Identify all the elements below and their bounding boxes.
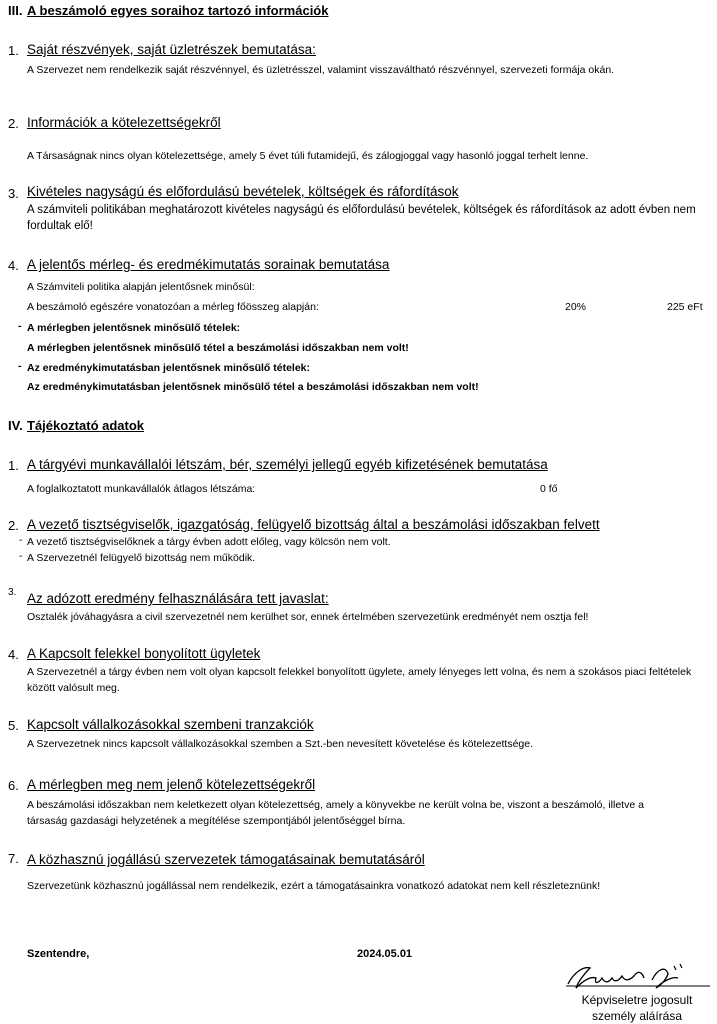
section-title: Tájékoztató adatok xyxy=(27,418,145,433)
item-number: 3. xyxy=(8,186,19,201)
item-title: Saját részvények, saját üzletrészek bemutatása: xyxy=(27,42,316,57)
item-text: A Társaságnak nincs olyan kötelezettsége, amely 5 évet túli futamidejű, és zálogjoggal vagy hasonló joggal terhelt lenne. xyxy=(27,150,589,162)
place-label: Szentendre, xyxy=(27,948,90,960)
dash-bullet: - xyxy=(19,550,23,562)
item-text: A Szervezetnek nincs kapcsolt vállalkozásokkal szemben a Szt.-ben nevesített követelése és kötelezettsége. xyxy=(27,738,534,750)
income-items-text: Az eredménykimutatásban jelentősnek minősülő tétel a beszámolási időszakban nem volt! xyxy=(27,381,479,393)
threshold-amount: 225 eFt xyxy=(667,301,703,313)
item-number: 3. xyxy=(8,587,17,598)
dash-bullet: - xyxy=(19,534,23,546)
income-items-heading: Az eredménykimutatásban jelentősnek minősülő tételek: xyxy=(27,362,310,374)
signature-label: Képviseletre jogosult személy aláírása xyxy=(581,993,693,1023)
threshold-label: A beszámoló egészére vonatozóan a mérleg főösszeg alapján: xyxy=(27,301,319,313)
item-title: Kivételes nagyságú és előfordulású bevételek, költségek és ráfordítások xyxy=(27,184,459,199)
item-text: A Szervezet nem rendelkezik saját részvénnyel, és üzletrésszel, valamint visszaváltható részvénnyel, szervezeti formája okán. xyxy=(27,64,615,76)
section-number: III. xyxy=(8,3,23,18)
section-title: A beszámoló egyes soraihoz tartozó információk xyxy=(27,3,329,18)
item-text: A beszámolási időszakban nem keletkezett olyan kötelezettség, amely a könyvekbe ne került volna be, viszont a beszámoló, illetve a társaság gazdasági helyzetének a megítélése szempontjából jelentőséggel bírna. xyxy=(27,799,644,827)
item-title: A Kapcsolt felekkel bonyolított ügyletek xyxy=(27,646,261,661)
item-number: 1. xyxy=(8,43,19,58)
dash-bullet: - xyxy=(18,320,22,332)
headcount-label: A foglalkoztatott munkavállalók átlagos létszáma: xyxy=(27,483,256,495)
signature-image xyxy=(562,960,712,994)
balance-items-text: A mérlegben jelentősnek minősülő tétel a beszámolási időszakban nem volt! xyxy=(27,342,409,354)
policy-line: A Számviteli politika alapján jelentősnek minősül: xyxy=(27,281,255,293)
item-title: A tárgyévi munkavállalói létszám, bér, személyi jellegű egyéb kifizetésének bemutatása xyxy=(27,457,548,472)
item-number: 5. xyxy=(8,718,19,733)
item-number: 2. xyxy=(8,518,19,533)
item-title: A közhasznú jogállású szervezetek támogatásainak bemutatásáról xyxy=(27,852,425,867)
headcount-value: 0 fő xyxy=(540,483,558,495)
item-title: A jelentős mérleg- és eredmékimutatás sorainak bemutatása xyxy=(27,257,390,272)
item-title: Kapcsolt vállalkozásokkal szembeni tranzakciók xyxy=(27,717,314,732)
item-number: 4. xyxy=(8,258,19,273)
balance-items-heading: A mérlegben jelentősnek minősülő tételek: xyxy=(27,322,241,334)
item-number: 1. xyxy=(8,458,19,473)
item-title: A vezető tisztségviselők, igazgatóság, felügyelő bizottság által a beszámolási időszakban felvett xyxy=(27,517,600,532)
advance-line: A vezető tisztségviselőknek a tárgy évben adott előleg, vagy kölcsön nem volt. xyxy=(27,536,391,548)
threshold-percent: 20% xyxy=(565,301,587,313)
section-number: IV. xyxy=(8,418,23,433)
date-label: 2024.05.01 xyxy=(357,948,413,960)
item-title: A mérlegben meg nem jelenő kötelezettségekről xyxy=(27,777,316,792)
item-text: A Szervezetnél a tárgy évben nem volt olyan kapcsolt felekkel bonyolított ügylete, amely lényeges lett volna, és nem a szokásos piaci feltételek között valósult meg. xyxy=(27,666,692,694)
item-number: 2. xyxy=(8,116,19,131)
item-number: 4. xyxy=(8,647,19,662)
item-title: Az adózott eredmény felhasználására tett javaslat: xyxy=(27,591,329,606)
dash-bullet: - xyxy=(18,360,22,372)
item-text: Osztalék jóváhagyásra a civil szervezetnél nem kerülhet sor, ennek értelmében szervezetünk eredményét nem osztja fel! xyxy=(27,611,589,623)
board-line: A Szervezetnél felügyelő bizottság nem működik. xyxy=(27,552,256,564)
item-number: 7. xyxy=(8,851,19,866)
item-number: 6. xyxy=(8,778,19,793)
item-text: A számviteli politikában meghatározott kivételes nagyságú és előfordulású bevételek, költségek és ráfordítások az adott évben nem fordultak elő! xyxy=(27,204,696,232)
item-text: Szervezetünk közhasznú jogállással nem rendelkezik, ezért a támogatásainkra vonatkozó adatokat nem kell részleteznünk! xyxy=(27,880,601,892)
item-title: Információk a kötelezettségekről xyxy=(27,115,221,130)
